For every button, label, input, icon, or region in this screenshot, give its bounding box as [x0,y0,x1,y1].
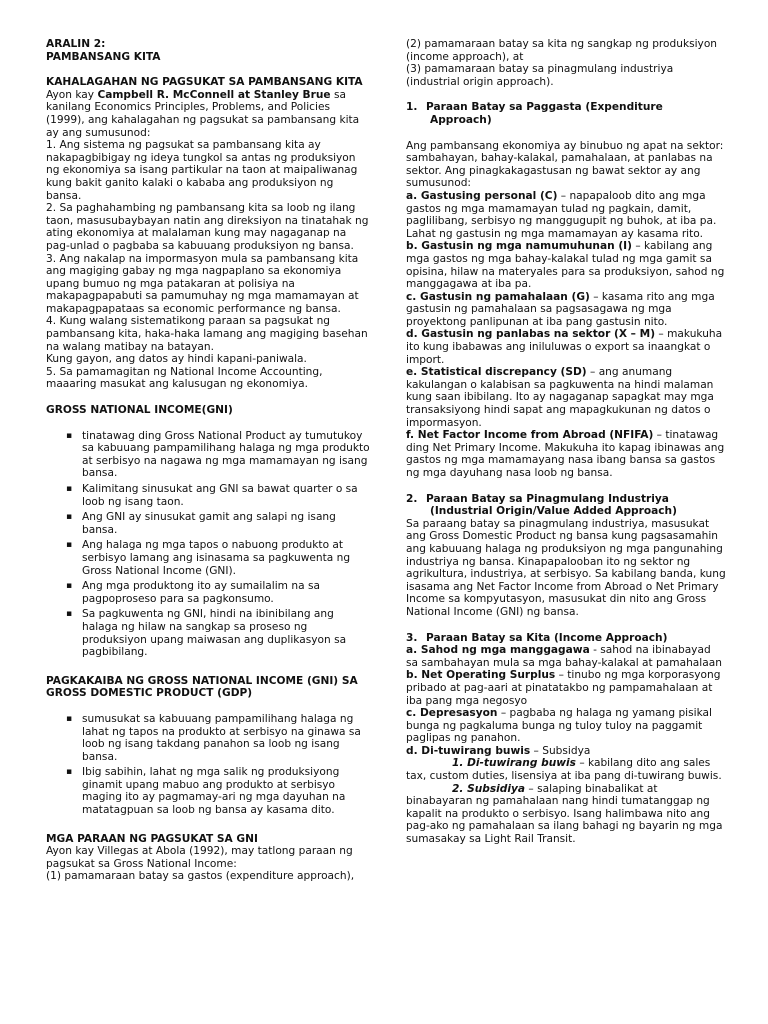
sub-item-subsidy: 2. Subsidiya – salaping binabalikat at binabayaran ng pamahalaan nang hindi tumatanggap ng kapalit na produkto o serbisyo. Isang halimbawa nito ang pag-ako ng pamahalaan sa ilang bahagi ng bayarin ng mga sumasakay sa Light Rail Transit. [406,782,723,846]
expenditure-intro: Ang pambansang ekonomiya ay binubuo ng apat na sektor: sambahayan, bahay-kalakal, pamahalaan, at panlabas na sektor. Ang pinagkakagastusan ng bawat sektor ay ang sumusunod: [406,139,724,190]
lesson-number: ARALIN 2: [46,38,106,50]
section-heading-income: 3. Paraan Batay sa Kita (Income Approach) [406,631,668,644]
importance-point: 1. Ang sistema ng pagsukat sa pambansang kita ay nakapagbibigay ng ideya tungkol sa antas ng produksiyon ng ekonomiya sa isang partikular na taon at maipaliwanag kung bakit ganito kalaki o kababa ang produksiyon ng bansa. [46,139,358,202]
list-item: ▪ tinatawag ding Gross National Product ay tumutukoy sa kabuuang pampamilihang halaga ng mga produkto at serbisyo na nagawa ng mga mamamayan ng isang bansa. [68,430,370,480]
list-item: ▪ Sa pagkuwenta ng GNI, hindi na ibinibilang ang halaga ng hilaw na sangkap sa proseso ng produksiyon upang maiwasan ang duplikasyon sa pagbibilang. [68,608,370,658]
importance-point: 4. Kung walang sistematikong paraan sa pagsukat ng pambansang kita, haka-haka lamang ang magiging basehan na walang matibay na batayan. [46,315,368,353]
expenditure-item: d. Gastusin ng panlabas na sektor (X – M) – makukuha ito kung ibabawas ang iniluluwas o export sa inaangkat o import. [406,328,723,366]
income-item: c. Depresasyon – pagbaba ng halaga ng yamang pisikal bunga ng pagkaluma bunga ng tuloy tuloy na paggamit paglipas ng panahon. [406,707,712,745]
intro-paragraph: Ayon kay Campbell R. McConnell at Stanley Brue sa kanilang Economics Principles, Problems, and Policies (1999), ang kahalagahan ng pagsukat sa pambansang kita ay ang sumusunod: [46,88,360,139]
expenditure-item: c. Gastusin ng pamahalaan (G) – kasama rito ang mga gastusin ng pamahalaan sa pagsasagawa ng mga proyektong panlipunan at iba pang gastusin nito. [406,290,715,328]
right-column [406,38,726,846]
importance-point: 2. Sa paghahambing ng pambansang kita sa loob ng ilang taon, masusubaybayan natin ang direksiyon na tinatahak ng ating ekonomiya at malalaman kung may nagaganap na pag-unlad o pagbaba sa kabuuang produksiyon ng bansa. [46,202,369,252]
income-item: b. Net Operating Surplus – tinubo ng mga korporasyong pribado at pag-aari at pinatatakbo ng pampamahalaan at iba pang mga negosyo [406,669,721,707]
section-heading-importance: KAHALAGAHAN NG PAGSUKAT SA PAMBANSANG KITA [46,76,363,89]
section-heading-gni: GROSS NATIONAL INCOME(GNI) [46,404,233,417]
expenditure-item: f. Net Factor Income from Abroad (NFIFA) – tinatawag ding Net Primary Income. Makukuha ito kapag ibinawas ang gastos ng mga mamamayang nasa ibang bansa sa gastos ng mga dayuhang nasa loob ng bansa. [406,429,725,479]
section-heading-gni-vs-gdp: PAGKAKAIBA NG GROSS NATIONAL INCOME (GNI) SA GROSS DOMESTIC PRODUCT (GDP) [46,674,358,700]
section-heading-expenditure: 1. Paraan Batay sa Paggasta (Expenditure Approach) [406,101,663,126]
method-item: (2) pamamaraan batay sa kita ng sangkap ng produksiyon (income approach), at [406,38,718,63]
list-item: ▪ Ang halaga ng mga tapos o nabuong produkto at serbisyo lamang ang isinasama sa pagkuwenta ng Gross National Income (GNI). [68,539,370,577]
income-item: a. Sahod ng mga manggagawa - sahod na ibinabayad sa sambahayan mula sa mga bahay-kalakal at pamahalaan [406,644,722,669]
section-heading-industrial-origin: 2. Paraan Batay sa Pinagmulang Industriya (Industrial Origin/Value Added Approach) [406,492,677,518]
list-item: ▪ sumusukat sa kabuuang pampamilihang halaga ng lahat ng tapos na produkto at serbisyo na ginawa sa loob ng isang takdang panahon sa loob ng isang bansa. [68,713,370,763]
list-item: ▪ Ang mga produktong ito ay sumailalim na sa pagpoproseso para sa pagkonsumo. [68,580,370,605]
methods-intro: Ayon kay Villegas at Abola (1992), may tatlong paraan ng pagsukat sa Gross National Income: [46,845,353,870]
importance-point: 5. Sa pamamagitan ng National Income Accounting, maaaring masukat ang kalusugan ng ekonomiya. [46,365,323,391]
gdp-bullet-list [46,713,370,817]
list-item: ▪ Ang GNI ay sinusukat gamit ang salapi ng isang bansa. [68,511,370,536]
importance-point: Kung gayon, ang datos ay hindi kapani-paniwala. [46,353,307,366]
income-item: d. Di-tuwirang buwis – Subsidya [406,744,591,757]
lesson-title: PAMBANSANG KITA [46,50,161,63]
section-heading-methods: MGA PARAAN NG PAGSUKAT SA GNI [46,832,258,845]
industrial-origin-paragraph: Sa paraang batay sa pinagmulang industriya, masusukat ang Gross Domestic Product ng bansa kung pagsasamahin ang kabuuang halaga ng produksiyon ng mga pangunahing industriya ng bansa. Kinapapalooban ito ng sektor ng agrikultura, industriya, at serbisyo. Sa kabilang banda, kung isasama ang Net Factor Income from Abroad o Net Primary Income sa kompyutasyon, masusukat din nito ang Gross National Income (GNI) ng bansa. [406,517,726,618]
list-item: ▪ Ibig sabihin, lahat ng mga salik ng produksiyong ginamit upang mabuo ang produkto at serbisyo maging ito ay pagmamay-ari ng mga dayuhan na matatagpuan sa loob ng bansa ay kasama dito. [68,766,370,816]
method-item: (3) pamamaraan batay sa pinagmulang industriya (industrial origin approach). [406,63,674,88]
gni-bullet-list [46,430,370,659]
list-item: ▪ Kalimitang sinusukat ang GNI sa bawat quarter o sa loob ng isang taon. [68,483,370,508]
importance-point: 3. Ang nakalap na impormasyon mula sa pambansang kita ang magiging gabay ng mga nagpaplano sa ekonomiya upang bumuo ng mga patakaran at polisiya na makapagpapabuti sa pamumuhay ng mga mamamayan at makapagpapataas sa economic performance ng bansa. [46,252,359,315]
expenditure-item: e. Statistical discrepancy (SD) – ang anumang kakulangan o kalabisan sa pagkuwenta na hindi malaman kung saan ibibilang. Ito ay nagaganap sapagkat may mga transaksiyong hindi sapat ang mapagkukunan ng datos o impormasyon. [406,366,714,429]
left-column [46,38,370,883]
expenditure-item: b. Gastusin ng mga namumuhunan (I) – kabilang ang mga gastos ng mga bahay-kalakal tulad ng mga gamit sa opisina, hilaw na materyales para sa produksiyon, sahod ng manggagawa at iba pa. [406,240,725,291]
sub-item-indirect-tax: 1. Di-tuwirang buwis – kabilang dito ang sales tax, custom duties, lisensiya at iba pang di-tuwirang buwis. [406,757,722,783]
method-item: (1) pamamaraan batay sa gastos (expenditure approach), [46,870,355,883]
expenditure-item: a. Gastusing personal (C) – napapaloob dito ang mga gastos ng mga mamamayan tulad ng pagkain, damit, paglilibang, serbisyo ng manggugupit ng buhok, at iba pa. Lahat ng gastusin ng mga mamamayan ay kasama rito. [406,189,717,240]
author-names: Campbell R. McConnell at Stanley Brue [97,88,331,101]
